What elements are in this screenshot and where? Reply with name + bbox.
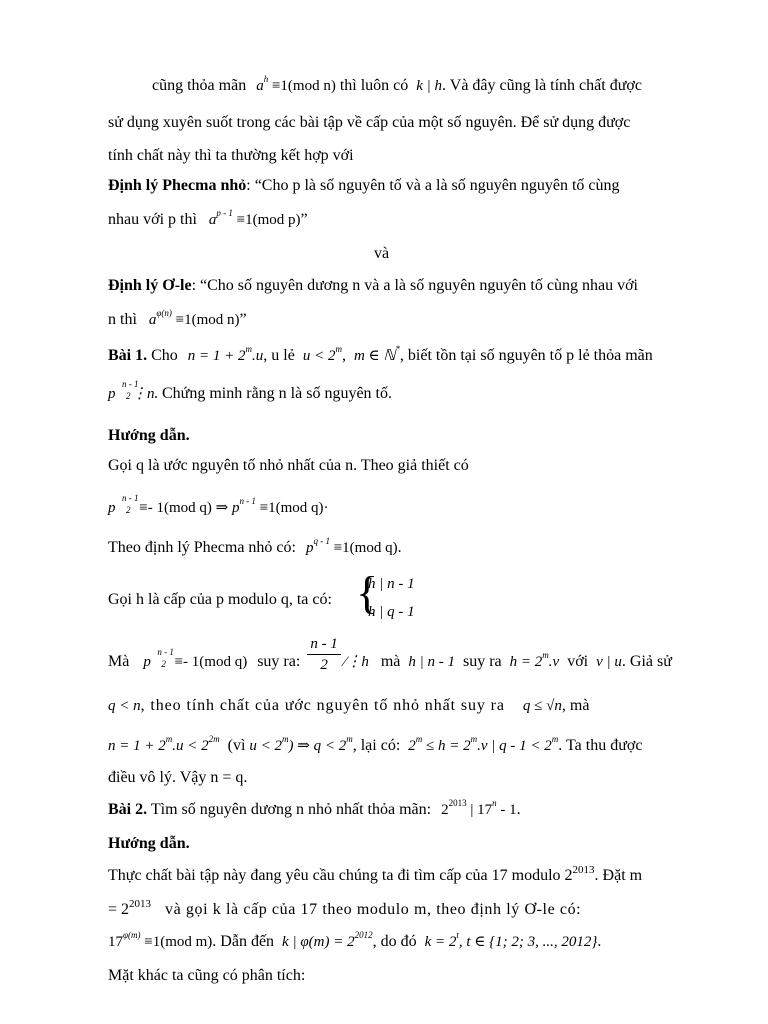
problem-1: Bài 1. Cho $n = 1 + 2^m.u$, u lẻ $u < 2^m$, m ∈ ℕ*, biết tồn tại số nguyên tố p lẻ thỏa mãn bbox=[108, 344, 653, 364]
math-system-1: h | n - 1 bbox=[368, 576, 415, 592]
theorem-euler: Định lý Ơ-le: “Cho số nguyên dương n và a là số nguyên nguyên tố cùng nhau với bbox=[108, 277, 638, 294]
problem-2: Bài 2. Tìm số nguyên dương n nhỏ nhất thỏa mãn: $2^{2013}$ | 17$^n$ - 1. bbox=[108, 798, 521, 818]
text-line: cũng thỏa mãn $a^h \equiv 1(mod$ n) thì luôn có k | h. Và đây cũng là tính chất được bbox=[152, 74, 642, 94]
text-line: Thực chất bài tập này đang yêu cầu chúng ta đi tìm cấp của 17 modulo $2^{2013}$. Đặt m bbox=[108, 864, 643, 884]
text-line: nhau với p thì $a^{p - 1} \equiv 1(mod$ p)” bbox=[108, 208, 308, 228]
text-line: n thì $a^{\varphi(n)} \equiv 1(mod$ n)” bbox=[108, 308, 247, 328]
text-line: Mà n - 1 2 p ≡- 1(mod q) suy ra: $\frac{n - 1}{2}$ ⁄⋮h mà h | n - 1 suy ra $h = 2^m.v$ với v | u. Giả sử bbox=[108, 636, 672, 673]
text-line: $17^{\varphi(m)} \equiv 1(mod$ m). Dẫn đến k | $\varphi(m) = 2^{2012}$, do đó $k = 2^t$, t ∈ {1; 2; 3, ..., 2012}. bbox=[108, 930, 602, 950]
text-line: q < n, theo tính chất của ước nguyên tố nhỏ nhất suy ra q ≤ √n, mà bbox=[108, 697, 590, 714]
text-line: Gọi h là cấp của p modulo q, ta có: bbox=[108, 591, 332, 608]
math-fermat: $a^{p - 1} \equiv 1(mod$ p) bbox=[208, 208, 301, 228]
theorem-fermat: Định lý Phecma nhỏ: “Cho p là số nguyên tố và a là số nguyên nguyên tố cùng bbox=[108, 177, 620, 194]
heading-guide: Hướng dẫn. bbox=[108, 835, 190, 852]
math-system-2: h | q - 1 bbox=[368, 604, 415, 620]
math-congruence: $a^h \equiv 1(mod$ n) bbox=[256, 74, 336, 94]
text-line: n - 1 2 p ⋮n . Chứng minh rằng n là số nguyên tố. bbox=[108, 379, 392, 402]
text-line: = $2^{2013}$ và gọi k là cấp của 17 theo modulo m, theo định lý Ơ-le có: bbox=[108, 898, 582, 918]
text-line: Mặt khác ta cũng có phân tích: bbox=[108, 967, 306, 984]
text-line: và bbox=[374, 245, 390, 262]
text-line: Gọi q là ước nguyên tố nhỏ nhất của n. Theo giả thiết có bbox=[108, 457, 469, 474]
text-line: điều vô lý. Vậy n = q. bbox=[108, 769, 248, 786]
text-line: Theo định lý Phecma nhỏ có: $p^{q - 1} \equiv 1(mod$ q). bbox=[108, 536, 402, 556]
math-euler: $a^{\varphi(n)} \equiv 1(mod$ n) bbox=[148, 308, 240, 328]
text-line: sử dụng xuyên suốt trong các bài tập về cấp của một số nguyên. Để sử dụng được bbox=[108, 114, 631, 131]
heading-guide: Hướng dẫn. bbox=[108, 427, 190, 444]
math-divides: k | h bbox=[416, 78, 443, 94]
math-line: n - 1 2 p ≡- 1(mod q) ⇒ $p^{n - 1} \equiv 1(mod$ q)· bbox=[108, 493, 329, 516]
text-line: tính chất này thì ta thường kết hợp với bbox=[108, 147, 354, 164]
brace: { bbox=[356, 567, 379, 618]
text-line: $n = 1 + 2^m.u < 2^{2m}$ (vì $u < 2^m$) ⇒ $q < 2^m$, lại có: $2^m \le h = 2^m.v$ | $q - 1 < 2^m$. Ta thu được bbox=[108, 734, 643, 754]
